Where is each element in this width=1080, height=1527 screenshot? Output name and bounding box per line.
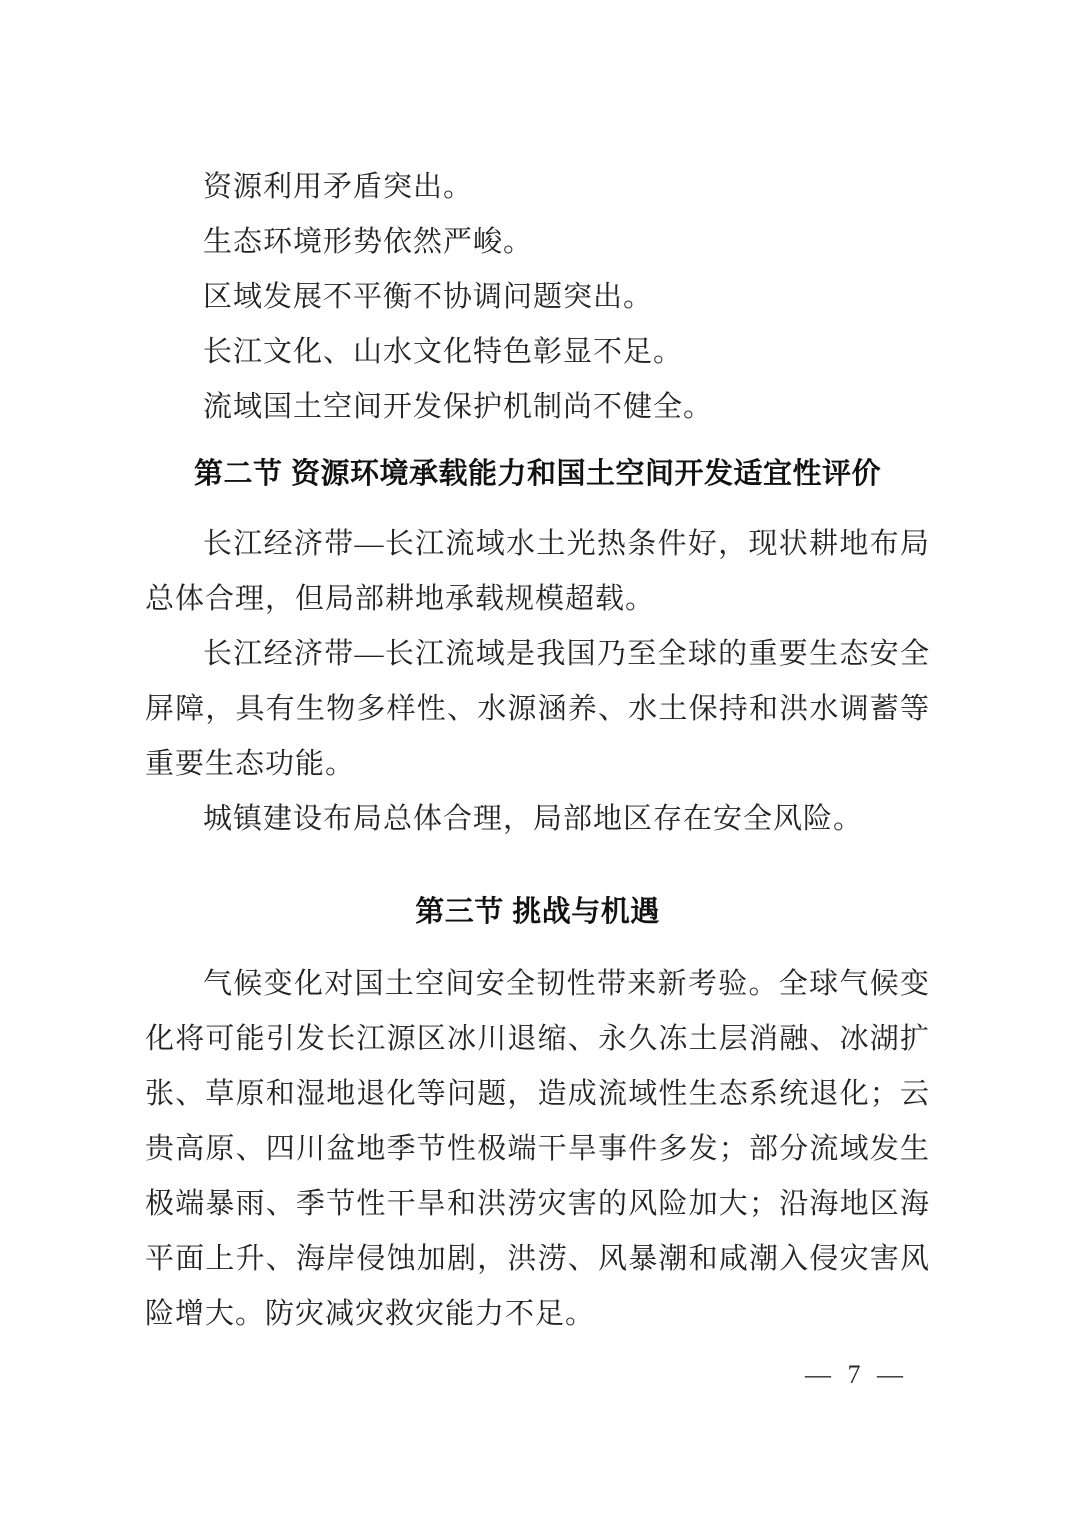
section-3-heading: 第三节 挑战与机遇: [415, 896, 660, 928]
section-2-paragraph-3: 城镇建设布局总体合理，局部地区存在安全风险。: [203, 803, 864, 835]
intro-line-3: 区域发展不平衡不协调问题突出。: [203, 281, 654, 313]
section-2-heading: 第二节 资源环境承载能力和国土空间开发适宜性评价: [193, 458, 882, 490]
intro-line-1: 资源利用矛盾突出。: [203, 171, 474, 203]
section-3-paragraph-1: 气候变化对国土空间安全韧性带来新考验。全球气候变化将可能引发长江源区冰川退缩、永久冻土层消融、冰湖扩张、草原和湿地退化等问题，造成流域性生态系统退化；云贵高原、四川盆地季节性极端干旱事件多发；部分流域发生极端暴雨、季节性干旱和洪涝灾害的风险加大；沿海地区海平面上升、海岸侵蚀加剧，洪涝、风暴潮和咸潮入侵灾害风险增大。防灾减灾救灾能力不足。: [145, 968, 930, 1330]
section-2-paragraph-1: 长江经济带—长江流域水土光热条件好，现状耕地布局总体合理，但局部耕地承载规模超载。: [145, 528, 930, 615]
intro-line-5: 流域国土空间开发保护机制尚不健全。: [203, 391, 714, 423]
section-2-paragraph-2: 长江经济带—长江流域是我国乃至全球的重要生态安全屏障，具有生物多样性、水源涵养、水土保持和洪水调蓄等重要生态功能。: [145, 638, 930, 780]
page-number: — 7 —: [805, 1360, 908, 1389]
intro-line-2: 生态环境形势依然严峻。: [203, 226, 534, 258]
intro-line-4: 长江文化、山水文化特色彰显不足。: [203, 336, 684, 368]
